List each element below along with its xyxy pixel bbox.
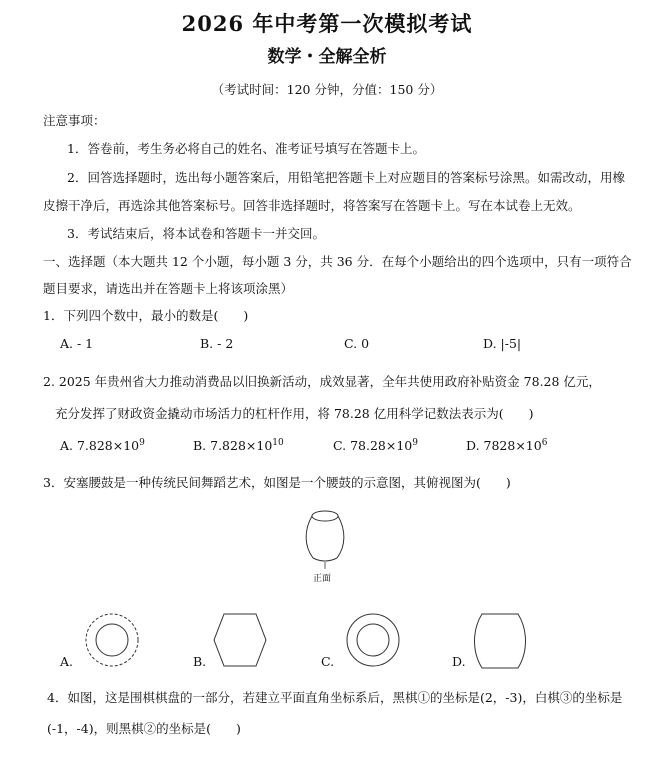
exam-title: 2026 年中考第一次模拟考试 bbox=[181, 11, 473, 36]
drum-left-side bbox=[306, 516, 313, 558]
barrel-shape bbox=[475, 614, 526, 668]
inner-circle bbox=[357, 624, 389, 656]
q2-option-c: C. $78.28\times 10^9$ bbox=[333, 438, 418, 454]
section-heading-line1: 一、选择题（本大题共 12 个小题，每小题 3 分，共 36 分．在每个小题给出的四个选项中，只有一项符合 bbox=[43, 254, 632, 269]
q1-option-c: C. 0 bbox=[344, 336, 370, 351]
q2-option-d: D. $7828\times 10^6$ bbox=[466, 438, 548, 454]
q1-option-b: B. - 2 bbox=[200, 336, 234, 351]
q1-option-a: A. - 1 bbox=[60, 336, 94, 351]
front-label: 正面 bbox=[313, 574, 332, 584]
note-item-2-line1: 2．回答选择题时，选出每小题答案后，用铅笔把答题卡上对应题目的答案标号涂黑。如需改动，用橡 bbox=[67, 170, 625, 185]
hexagon-shape bbox=[214, 614, 266, 666]
q2-option-b: B. $7.828\times 10^{10}$ bbox=[193, 438, 284, 454]
dashed-outer-circle bbox=[86, 614, 138, 666]
q3-option-c-figure bbox=[343, 610, 403, 670]
drum-right-side bbox=[337, 516, 344, 558]
outer-circle bbox=[347, 614, 399, 666]
exam-meta: （考试时间：120 分钟，分值：150 分） bbox=[211, 82, 443, 97]
q2-option-a: A. $7.828\times 10^9$ bbox=[60, 438, 145, 454]
q3-option-d-figure bbox=[470, 610, 530, 672]
q1-option-d: D. |-5| bbox=[483, 336, 522, 351]
drum-top-rim bbox=[312, 511, 338, 521]
q3-option-d: D. bbox=[452, 654, 466, 669]
q2-line1: 2. 2025 年贵州省大力推动消费品以旧换新活动，成效显著，全年共使用政府补贴资金 78.28 亿元， bbox=[43, 374, 601, 389]
inner-circle bbox=[96, 624, 128, 656]
q4-line2: (-1，-4)，则黑棋②的坐标是( ) bbox=[47, 721, 241, 736]
q4-line1: 4．如图，这是围棋棋盘的一部分，若建立平面直角坐标系后，黑棋①的坐标是(2，-3)，白棋③的坐标是 bbox=[47, 690, 623, 705]
q3-stem: 3．安塞腰鼓是一种传统民间舞蹈艺术，如图是一个腰鼓的示意图，其俯视图为( ) bbox=[43, 475, 511, 490]
q3-option-a-figure bbox=[82, 610, 142, 670]
drum-bottom-rim bbox=[313, 558, 337, 561]
note-item-3: 3．考试结束后，将本试卷和答题卡一并交回。 bbox=[67, 226, 325, 241]
q3-option-b: B. bbox=[193, 654, 207, 669]
exam-subtitle: 数学・全解全析 bbox=[267, 47, 387, 67]
q2-line2: 充分发挥了财政资金撬动市场活力的杠杆作用，将 78.28 亿用科学记数法表示为( ) bbox=[55, 406, 534, 421]
q3-option-a: A. bbox=[60, 654, 74, 669]
drum-figure bbox=[300, 506, 350, 574]
note-item-2-line2: 皮擦干净后，再选涂其他答案标号。回答非选择题时，将答案写在答题卡上。写在本试卷上无效。 bbox=[43, 198, 581, 213]
note-item-1: 1．答卷前，考生务必将自己的姓名、准考证号填写在答题卡上。 bbox=[67, 141, 425, 156]
q3-option-b-figure bbox=[210, 610, 270, 670]
section-heading-line2: 题目要求，请选出并在答题卡上将该项涂黑） bbox=[43, 281, 294, 296]
q3-option-c: C. bbox=[321, 654, 335, 669]
notes-heading: 注意事项： bbox=[43, 113, 106, 128]
q1-stem: 1．下列四个数中，最小的数是( ) bbox=[43, 308, 249, 323]
